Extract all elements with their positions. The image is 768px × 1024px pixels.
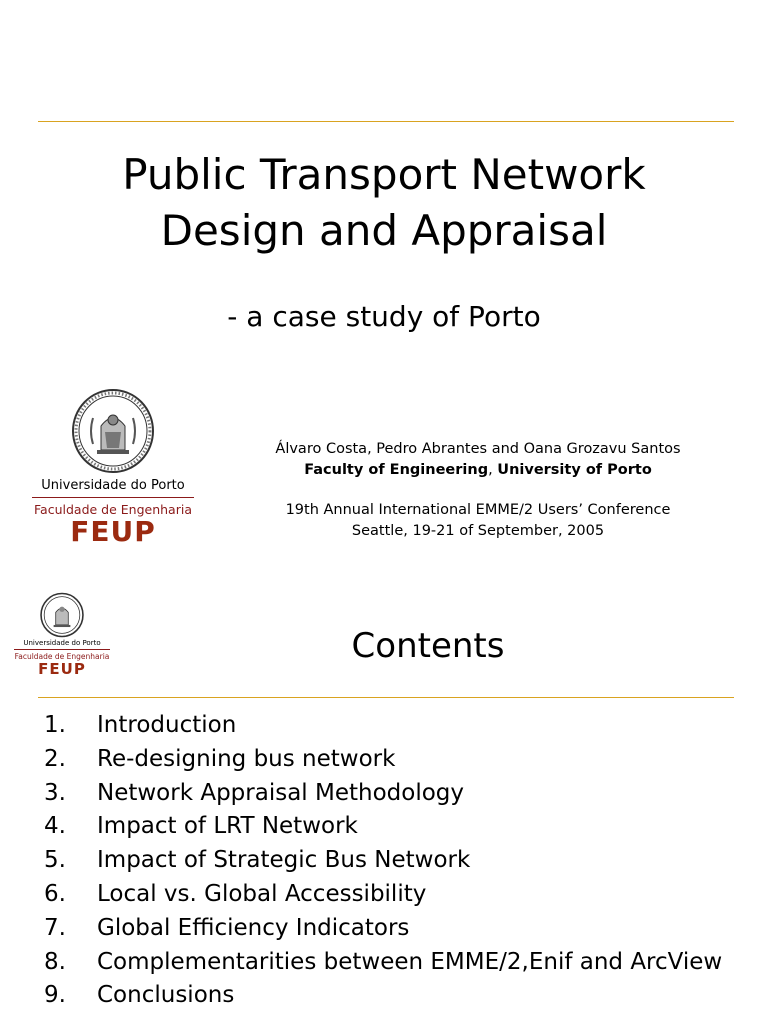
item-number: 4. xyxy=(44,813,66,840)
affiliation-university: University of Porto xyxy=(497,462,652,478)
item-number: 5. xyxy=(44,847,66,874)
title-line-1: Public Transport Network xyxy=(122,150,646,199)
contents-slide xyxy=(0,580,768,1024)
item-number: 1. xyxy=(44,712,66,738)
contents-rule xyxy=(38,697,734,698)
item-number: 6. xyxy=(44,880,66,907)
item-number: 3. xyxy=(44,779,66,806)
list-item xyxy=(44,746,724,773)
item-text: Conclusions xyxy=(97,982,235,1009)
item-number: 9. xyxy=(44,982,66,1009)
logo-faculty: Faculdade de Engenharia xyxy=(34,502,192,517)
item-text: Re-designing bus network xyxy=(97,745,396,772)
list-item xyxy=(44,847,724,874)
item-text: Impact of LRT Network xyxy=(97,813,358,840)
logo-feup: FEUP xyxy=(38,660,86,678)
list-item xyxy=(44,915,724,942)
feup-logo-small xyxy=(10,592,114,682)
affiliation xyxy=(248,460,708,481)
item-text: Introduction xyxy=(97,712,237,738)
item-text: Local vs. Global Accessibility xyxy=(97,880,427,907)
top-rule xyxy=(38,121,734,122)
list-item xyxy=(44,982,724,1009)
list-item xyxy=(44,881,724,908)
university-seal-icon xyxy=(40,592,84,638)
slide-subtitle: - a case study of Porto xyxy=(227,300,541,333)
feup-logo xyxy=(18,388,208,548)
conference-line-2: Seattle, 19-21 of September, 2005 xyxy=(351,523,605,539)
item-number: 8. xyxy=(44,948,66,975)
item-text: Network Appraisal Methodology xyxy=(97,779,465,806)
contents-title: Contents xyxy=(351,626,505,666)
logo-university: Universidade do Porto xyxy=(41,478,185,493)
list-item xyxy=(44,813,724,840)
title-line-2: Design and Appraisal xyxy=(160,206,608,255)
logo-divider xyxy=(14,649,110,650)
authors: Álvaro Costa, Pedro Abrantes and Oana Grozavu Santos xyxy=(275,441,681,457)
contents-list xyxy=(44,712,724,1016)
logo-university: Universidade do Porto xyxy=(23,639,101,647)
logo-faculty: Faculdade de Engenharia xyxy=(14,652,110,661)
list-item xyxy=(44,712,724,739)
item-text: Global Efficiency Indicators xyxy=(97,914,410,941)
affiliation-faculty: Faculty of Engineering xyxy=(304,462,489,478)
university-seal-icon xyxy=(71,388,155,474)
logo-feup: FEUP xyxy=(70,515,156,548)
item-text: Impact of Strategic Bus Network xyxy=(97,847,471,874)
item-number: 2. xyxy=(44,745,66,772)
logo-divider xyxy=(32,497,194,498)
list-item xyxy=(44,949,724,976)
affiliation-separator: , xyxy=(488,462,498,478)
item-number: 7. xyxy=(44,914,66,941)
list-item xyxy=(44,780,724,807)
conference-line-1: 19th Annual International EMME/2 Users’ Conference xyxy=(285,502,671,518)
item-text: Complementarities between EMME/2,Enif and ArcView xyxy=(97,948,723,975)
slide-title xyxy=(0,147,768,259)
